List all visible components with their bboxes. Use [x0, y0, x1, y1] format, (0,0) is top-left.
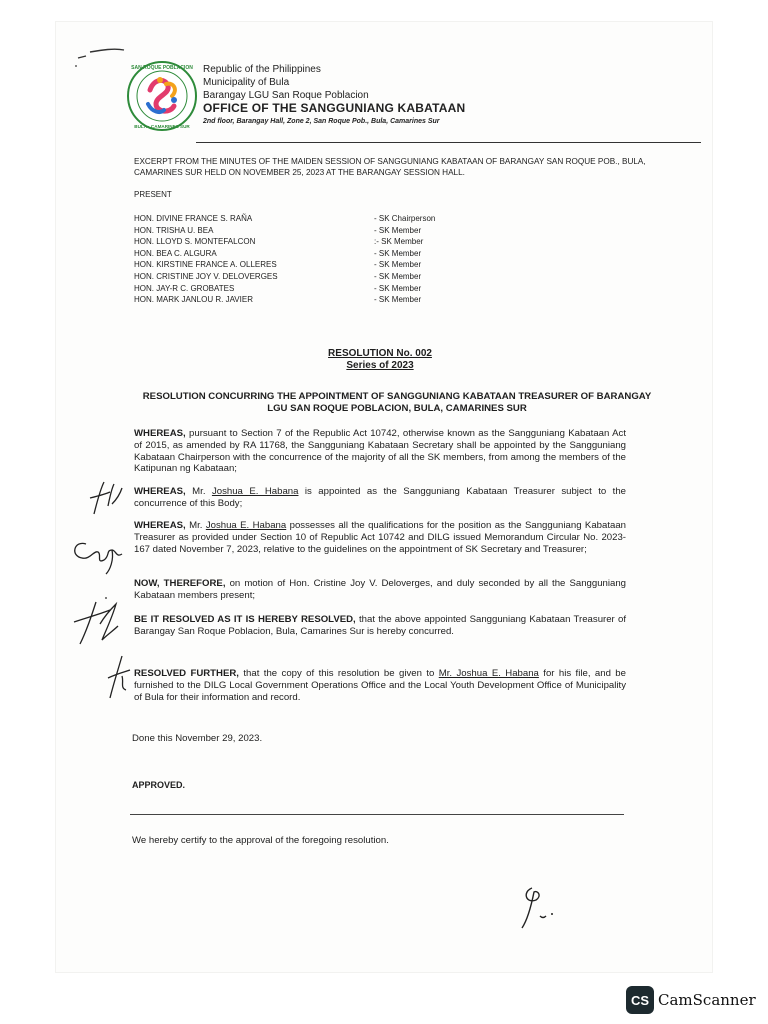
member-name: HON. DIVINE FRANCE S. RAÑA: [134, 214, 253, 223]
camscanner-label: CamScanner: [658, 991, 756, 1009]
member-name: HON. KIRSTINE FRANCE A. OLLERES: [134, 260, 277, 270]
chairperson-signature: [512, 882, 562, 932]
member-row: [134, 213, 474, 225]
paragraph-text: Mr.: [185, 520, 206, 531]
paragraph-text: for his file, and be furnished to the DILG Local Government Operations Office and the Local Youth Development Office of Municipality of Bula for their information and record.: [134, 668, 626, 703]
paragraph-lead: RESOLVED FURTHER,: [134, 668, 239, 679]
approved-label: APPROVED.: [132, 780, 186, 790]
paragraph-text: is appointed as the Sangguniang Kabataan Treasurer subject to the concurrence of this Body;: [134, 486, 626, 509]
barangay-seal-logo: [126, 60, 198, 132]
paragraph-text: possesses all the qualifications for the position as the Sangguniang Kabataan Treasurer as provided under Section 10 of Republic Act 10742 and DILG issued Memorandum Circular No. 2023-167 dated November 7, 2023, relative to the guidelines on the appointment of SK Secretary and Treasurer;: [134, 520, 626, 555]
member-row: [134, 225, 474, 237]
certification-text: We hereby certify to the approval of the foregoing resolution.: [132, 835, 389, 846]
svg-text:BULA · CAMARINES SUR: BULA · CAMARINES SUR: [134, 124, 190, 129]
whereas-paragraph-3: [134, 520, 626, 555]
member-role: - SK Member: [374, 248, 422, 258]
member-role: - SK Member: [374, 260, 422, 270]
resolved-further-paragraph: [134, 668, 626, 703]
resolution-number: RESOLUTION No. 002: [328, 348, 432, 359]
member-role: - SK Member: [374, 295, 422, 305]
present-label: PRESENT: [134, 190, 172, 199]
appointee-name: Mr. Joshua E. Habana: [438, 668, 539, 679]
paragraph-text: that the copy of this resolution be given to: [238, 668, 439, 679]
header-line-barangay: Barangay LGU San Roque Poblacion: [203, 90, 369, 101]
paragraph-text: on motion of Hon. Cristine Joy V. Deloverges, and duly seconded by all the Sangguniang Kabataan members present;: [134, 578, 627, 601]
header-office-name: OFFICE OF THE SANGGUNIANG KABATAAN: [203, 101, 466, 115]
member-row: [134, 248, 474, 260]
member-role: - SK Member: [374, 225, 422, 235]
minutes-excerpt: EXCERPT FROM THE MINUTES OF THE MAIDEN SESSION OF SANGGUNIANG KABATAAN OF BARANGAY SAN ROQUE POB., BULA, CAMARINES SUR HELD ON NOVEMBER 25, 2023 AT THE BARANGAY SESSION HALL.: [134, 157, 646, 177]
margin-initial-signature: [84, 478, 128, 520]
margin-initial-signature: [66, 594, 126, 654]
camscanner-watermark: [626, 986, 756, 1014]
paragraph-lead: NOW, THEREFORE,: [134, 578, 226, 589]
member-row: [134, 236, 474, 248]
resolution-title: RESOLUTION CONCURRING THE APPOINTMENT OF SANGGUNIANG KABATAAN TREASURER OF BARANGAY LGU SAN ROQUE POBLACION, BULA, CAMARINES SUR: [142, 391, 652, 414]
member-role: - SK Member: [374, 283, 422, 293]
pen-mark: [72, 42, 132, 72]
resolved-paragraph: [134, 614, 626, 638]
header-line-country: Republic of the Philippines: [203, 64, 321, 75]
appointee-name: Joshua E. Habana: [211, 486, 299, 497]
member-role: - SK Chairperson: [374, 214, 436, 223]
svg-text:SAN ROQUE POBLACION: SAN ROQUE POBLACION: [131, 65, 193, 71]
margin-initial-signature: [66, 530, 132, 576]
header-line-municipality: Municipality of Bula: [203, 77, 290, 88]
member-name: HON. JAY-R C. GROBATES: [134, 283, 235, 293]
member-name: HON. CRISTINE JOY V. DELOVERGES: [134, 271, 278, 281]
header-divider: [196, 142, 701, 143]
member-role: :- SK Member: [374, 237, 424, 247]
paragraph-lead: WHEREAS,: [134, 486, 186, 497]
margin-initial-signature: [102, 652, 136, 702]
done-date: Done this November 29, 2023.: [132, 733, 263, 744]
camscanner-logo-badge: CS: [626, 986, 654, 1014]
paragraph-lead: WHEREAS,: [134, 520, 186, 531]
member-row: [134, 259, 474, 271]
member-row: [134, 271, 474, 283]
paragraph-text: that the above appointed Sangguniang Kabataan Treasurer of Barangay San Roque Poblacion, Bula, Camarines Sur is hereby concurred.: [134, 614, 626, 637]
whereas-paragraph-2: [134, 486, 626, 510]
member-name: HON. MARK JANLOU R. JAVIER: [134, 295, 253, 305]
paragraph-lead: WHEREAS,: [134, 428, 186, 439]
member-role: - SK Member: [374, 271, 422, 281]
paragraph-text: Mr.: [185, 486, 212, 497]
appointee-name: Joshua E. Habana: [205, 520, 287, 531]
member-row: [134, 294, 474, 306]
resolution-heading: [300, 348, 460, 372]
member-row: [134, 283, 474, 295]
signature-line: [130, 814, 624, 815]
member-name: HON. BEA C. ALGURA: [134, 248, 217, 258]
header-address: 2nd floor, Barangay Hall, Zone 2, San Roque Pob., Bula, Camarines Sur: [203, 118, 440, 125]
paragraph-text: pursuant to Section 7 of the Republic Act 10742, otherwise known as the Sangguniang Kabataan Act of 2015, as amended by RA 11768, the Sangguniang Kabataan Secretary shall be appointed by the Sangguniang Kabataan Chairperson with the concurrence of the majority of all the SK members, from among the members of the Katipunan ng Kabataan;: [134, 428, 626, 475]
letterhead: [203, 63, 465, 128]
now-therefore-paragraph: [134, 578, 626, 602]
paragraph-lead: BE IT RESOLVED AS IT IS HEREBY RESOLVED,: [134, 614, 356, 625]
members-list: [134, 213, 474, 306]
member-name: HON. TRISHA U. BEA: [134, 225, 214, 235]
member-name: HON. LLOYD S. MONTEFALCON: [134, 237, 256, 247]
resolution-series: Series of 2023: [346, 360, 414, 371]
whereas-paragraph-1: [134, 428, 626, 475]
